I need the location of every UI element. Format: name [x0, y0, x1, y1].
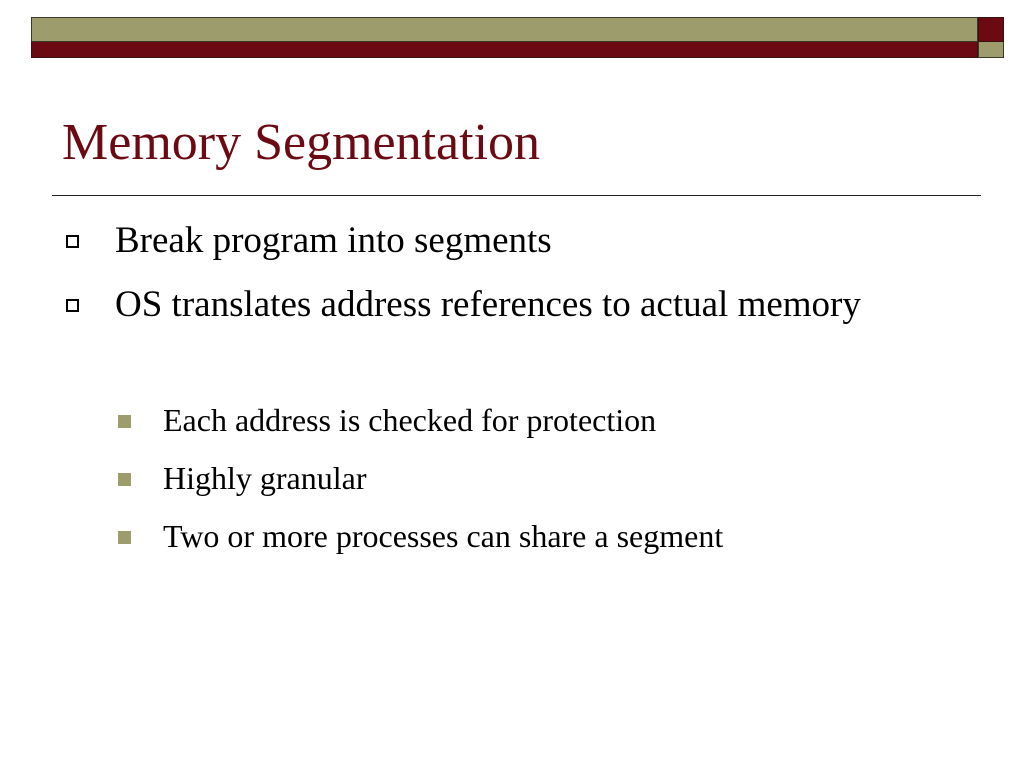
sub-bullet-item — [118, 516, 978, 556]
hollow-square-bullet-icon — [66, 235, 79, 248]
bullet-item — [66, 214, 946, 268]
sub-bullet-item — [118, 400, 978, 440]
bullet-text: OS translates address references to actual memory — [115, 284, 861, 325]
slide-title: Memory Segmentation — [62, 114, 541, 171]
filled-square-bullet-icon — [118, 415, 131, 428]
sub-bullet-text: Two or more processes can share a segment — [163, 518, 724, 554]
hollow-square-bullet-icon — [66, 299, 79, 312]
sub-bullet-text: Each address is checked for protection — [163, 402, 657, 438]
bullet-item — [66, 278, 946, 332]
filled-square-bullet-icon — [118, 531, 131, 544]
sub-bullet-text: Highly granular — [163, 460, 367, 496]
bullet-text: Break program into segments — [115, 220, 552, 261]
filled-square-bullet-icon — [118, 473, 131, 486]
sub-bullet-item — [118, 458, 978, 498]
